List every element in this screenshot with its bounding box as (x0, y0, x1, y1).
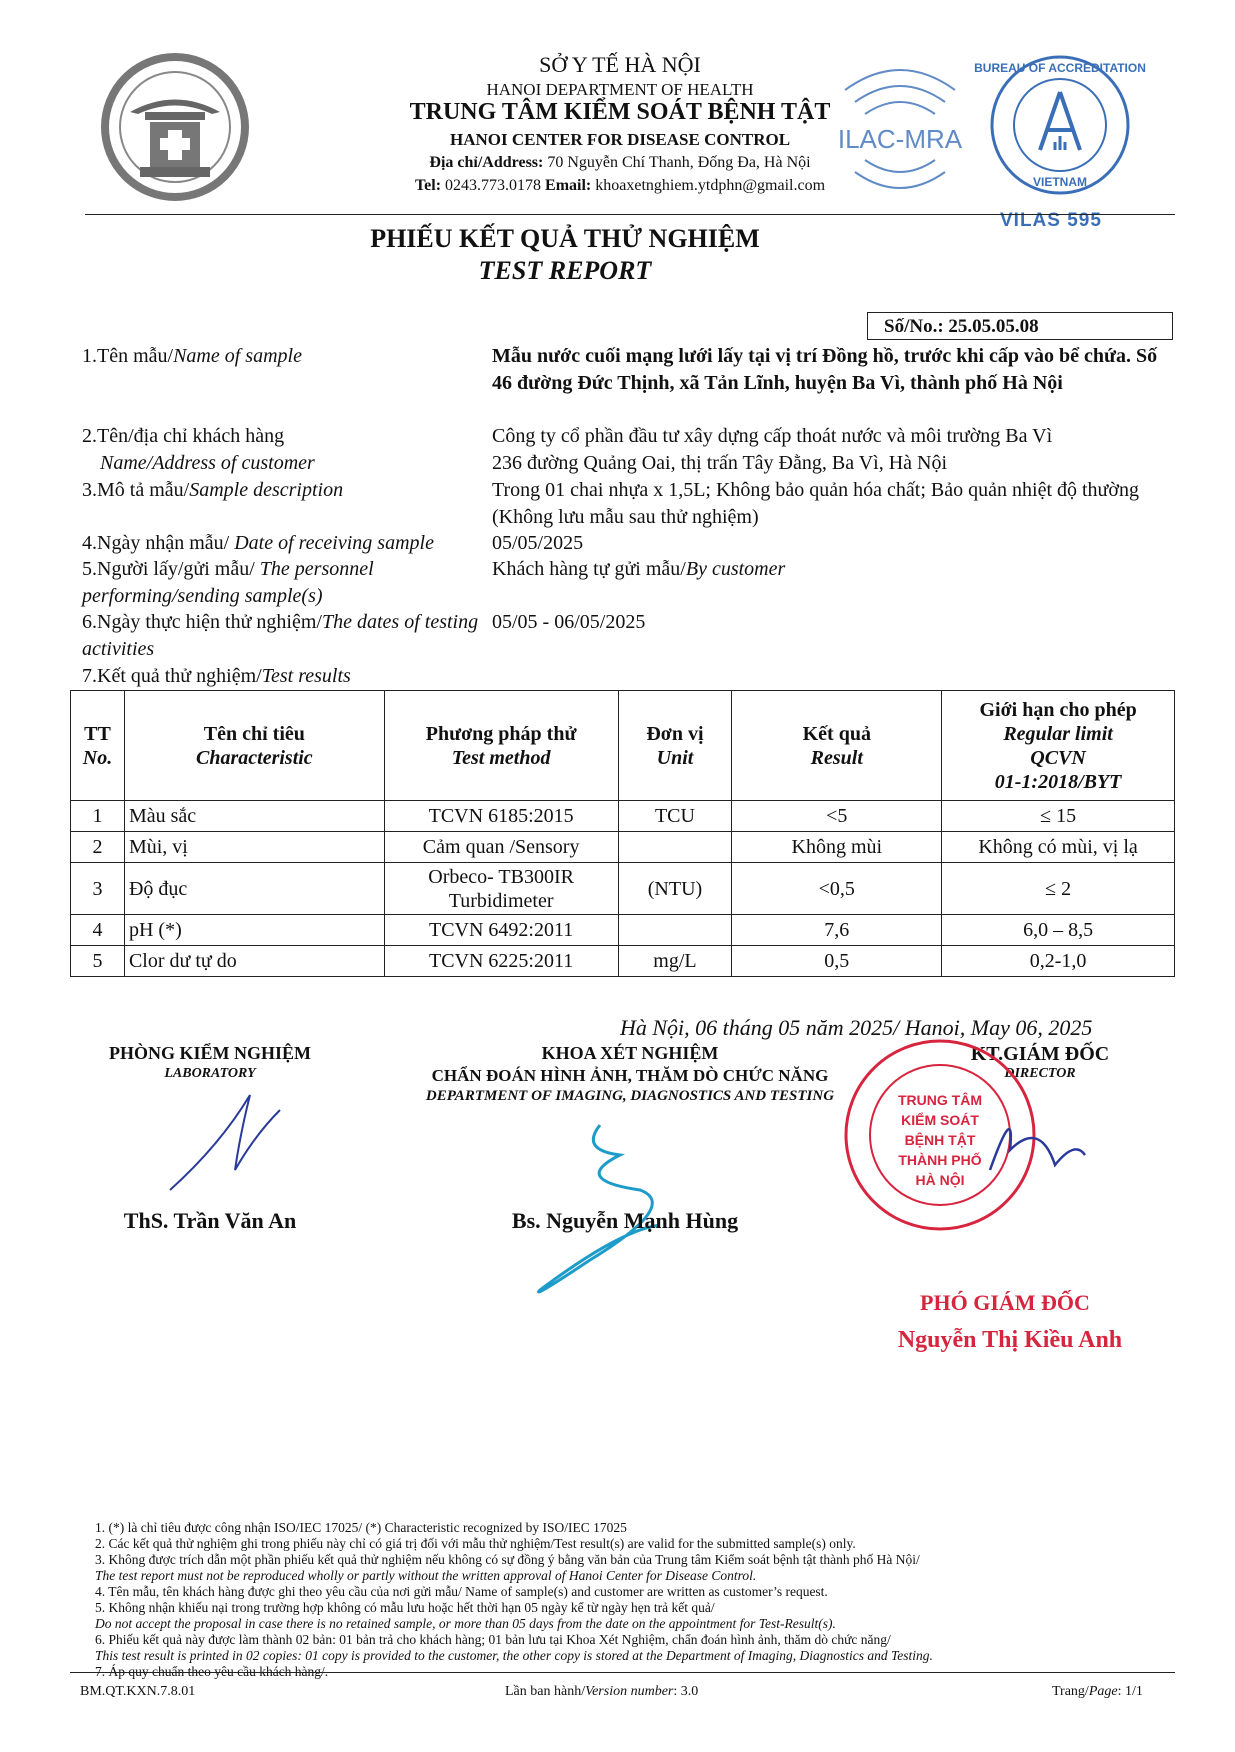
director-title-vi: KT.GIÁM ĐỐC (970, 1043, 1110, 1065)
form-code: BM.QT.KXN.7.8.01 (80, 1684, 196, 1699)
header-unit: Đơn vị Unit (618, 691, 732, 801)
deputy-title: PHÓ GIÁM ĐỐC (920, 1290, 1090, 1315)
svg-text:BỆNH TẬT: BỆNH TẬT (904, 1132, 976, 1148)
contact-line (360, 177, 880, 195)
accreditation-seal (974, 50, 1146, 200)
dept-title-en: DEPARTMENT OF IMAGING, DIAGNOSTICS AND TESTING (425, 1088, 835, 1104)
header-no: TT No. (71, 691, 125, 801)
value-receive-date: 05/05/2025 (492, 532, 584, 554)
table-row: 2 Mùi, vị Cảm quan /Sensory Không mùi Không có mùi, vị lạ (71, 832, 1175, 863)
title-en: TEST REPORT (478, 256, 652, 285)
svg-text:HÀ NỘI: HÀ NỘI (915, 1172, 965, 1188)
dept-en: HANOI DEPARTMENT OF HEALTH (486, 80, 754, 99)
label-receive-date: 4.Ngày nhận mẫu/ Date of receiving sample (82, 532, 434, 554)
value-sample-description: Trong 01 chai nhựa x 1,5L; Không bảo quản hóa chất; Bảo quản nhiệt độ thường (Không lưu mẫu sau thử nghiệm) (492, 479, 1139, 528)
version: Lần ban hành/Version number: 3.0 (505, 1684, 699, 1699)
ilac-mra-logo (825, 50, 975, 200)
tel: 0243.773.0178 (445, 177, 542, 194)
table-row: 5 Clor dư tự do TCVN 6225:2011 mg/L 0,5 0,2-1,0 (71, 946, 1175, 977)
table-row: 1 Màu sắc TCVN 6185:2015 TCU <5 ≤ 15 (71, 801, 1175, 832)
title-vi: PHIẾU KẾT QUẢ THỬ NGHIỆM (370, 224, 760, 253)
lab-title-en: LABORATORY (164, 1066, 256, 1081)
director-title-en: DIRECTOR (1004, 1066, 1076, 1081)
label-sender: 5.Người lấy/gửi mẫu/ The personnel performing/sending sample(s) (82, 558, 374, 607)
address-line (360, 154, 880, 172)
header-limit: Giới hạn cho phép Regular limit QCVN 01-1:2018/BYT (942, 691, 1175, 801)
center-vi: TRUNG TÂM KIỂM SOÁT BỆNH TẬT (409, 99, 831, 125)
tel-label: Tel: (414, 177, 442, 194)
value-customer: Công ty cổ phần đầu tư xây dựng cấp thoát nước và môi trường Ba Vì 236 đường Quảng Oai, thị trấn Tây Đằng, Ba Vì, Hà Nội (492, 425, 1053, 474)
table-row: 4 pH (*) TCVN 6492:2011 7,6 6,0 – 8,5 (71, 915, 1175, 946)
value-sample-name: Mẫu nước cuối mạng lưới lấy tại vị trí Đồng hồ, trước khi cấp vào bể chứa. Số 46 đường Đức Thịnh, xã Tản Lĩnh, huyện Ba Vì, thành phố Hà Nội (492, 345, 1158, 394)
center-en: HANOI CENTER FOR DISEASE CONTROL (449, 130, 791, 149)
date-line: Hà Nội, 06 tháng 05 năm 2025/ Hanoi, May 06, 2025 (620, 1015, 1093, 1040)
note-6: 6. Phiếu kết quả này được làm thành 02 bản: 01 bản trả cho khách hàng; 01 bản lưu tại Khoa Xét Nghiệm, chẩn đoán hình ảnh, thăm dò chức năng/ (95, 1632, 891, 1647)
header-result: Kết quả Result (732, 691, 942, 801)
dept-title-vi-2: CHẨN ĐOÁN HÌNH ẢNH, THĂM DÒ CHỨC NĂNG (431, 1066, 829, 1085)
note-5: 5. Không nhận khiếu nại trong trường hợp không có mẫu lưu hoặc hết thời hạn 05 ngày kể từ ngày hẹn trả kết quả/ (95, 1600, 715, 1615)
report-number: Số/No.: 25.05.05.08 (867, 312, 1173, 340)
label-sample-name: 1.Tên mẫu/Name of sample (82, 345, 302, 367)
value-sender: Khách hàng tự gửi mẫu/By customer (492, 558, 786, 580)
table-row: 3 Độ đục Orbeco- TB300IR Turbidimeter (NTU) <0,5 ≤ 2 (71, 863, 1175, 915)
email: khoaxetnghiem.ytdphn@gmail.com (595, 177, 826, 194)
address: 70 Nguyễn Chí Thanh, Đống Đa, Hà Nội (547, 154, 811, 171)
svg-text:THÀNH PHỐ: THÀNH PHỐ (898, 1152, 982, 1168)
page-number: Trang/Page: 1/1 (1052, 1684, 1143, 1699)
lab-signer-name: ThS. Trần Văn An (123, 1208, 297, 1233)
note-6-en: This test result is printed in 02 copies: 01 copy is provided to the customer, the other copy is stored at the Department of Imaging, Diagnostics and Testing. (95, 1648, 933, 1663)
header-method: Phương pháp thử Test method (384, 691, 618, 801)
label-test-results: 7.Kết quả thử nghiệm/Test results (82, 665, 351, 687)
accreditation-text: BUREAU OF ACCREDITATION (974, 61, 1146, 75)
label-customer: 2.Tên/địa chỉ khách hàng Name/Address of customer (82, 425, 315, 474)
ilac-text: ILAC-MRA (837, 124, 963, 154)
header-divider (85, 214, 1175, 215)
accreditation-country: VIETNAM (1033, 175, 1087, 189)
email-label: Email: (545, 177, 592, 194)
lab-title-vi: PHÒNG KIỂM NGHIỆM (109, 1043, 311, 1063)
value-test-dates: 05/05 - 06/05/2025 (492, 611, 646, 633)
note-3-en: The test report must not be reproduced wholly or partly without the written approval of Hanoi Center for Disease Control. (95, 1568, 757, 1583)
dept-vi: SỞ Y TẾ HÀ NỘI (539, 52, 701, 77)
dept-signer-name: Bs. Nguyễn Mạnh Hùng (511, 1208, 739, 1233)
svg-text:KIỂM SOÁT: KIỂM SOÁT (901, 1112, 979, 1128)
hcdc-logo (100, 52, 250, 202)
note-4: 4. Tên mẫu, tên khách hàng được ghi theo yêu cầu của nơi gửi mẫu/ Name of sample(s) and customer are written as customer’s request. (95, 1584, 828, 1599)
label-test-dates: 6.Ngày thực hiện thử nghiệm/The dates of testing activities (82, 611, 479, 660)
header-characteristic: Tên chỉ tiêu Characteristic (124, 691, 384, 801)
footer-divider (70, 1672, 1175, 1673)
results-table (70, 690, 1175, 977)
official-stamp (840, 1030, 1090, 1240)
dept-title-vi: KHOA XÉT NGHIỆM (541, 1043, 719, 1063)
note-3: 3. Không được trích dẫn một phần phiếu kết quả thử nghiệm nếu không có sự đồng ý bằng văn bản của Trung tâm Kiểm soát bệnh tật thành phố Hà Nội/ (95, 1552, 920, 1567)
vilas-label: VILAS 595 (1000, 210, 1102, 231)
deputy-name: Nguyễn Thị Kiều Anh (897, 1327, 1123, 1353)
footnotes (95, 1520, 1175, 1680)
svg-text:TRUNG TÂM: TRUNG TÂM (898, 1092, 982, 1108)
note-2: 2. Các kết quả thử nghiệm ghi trong phiếu này chỉ có giá trị đối với mẫu thử nghiệm/Test result(s) are valid for the submitted sample(s) only. (95, 1536, 856, 1551)
lab-signature (160, 1085, 300, 1200)
note-7: 7. Áp quy chuẩn theo yêu cầu khách hàng/. (95, 1664, 329, 1679)
note-1: 1. (*) là chỉ tiêu được công nhận ISO/IEC 17025/ (*) Characteristic recognized by ISO/IEC 17025 (95, 1520, 627, 1535)
note-5-en: Do not accept the proposal in case there is no retained sample, or more than 05 days from the date on the appointment for Test-Result(s). (95, 1616, 836, 1631)
label-sample-description: 3.Mô tả mẫu/Sample description (82, 479, 344, 501)
address-label: Địa chỉ/Address: (429, 154, 544, 171)
